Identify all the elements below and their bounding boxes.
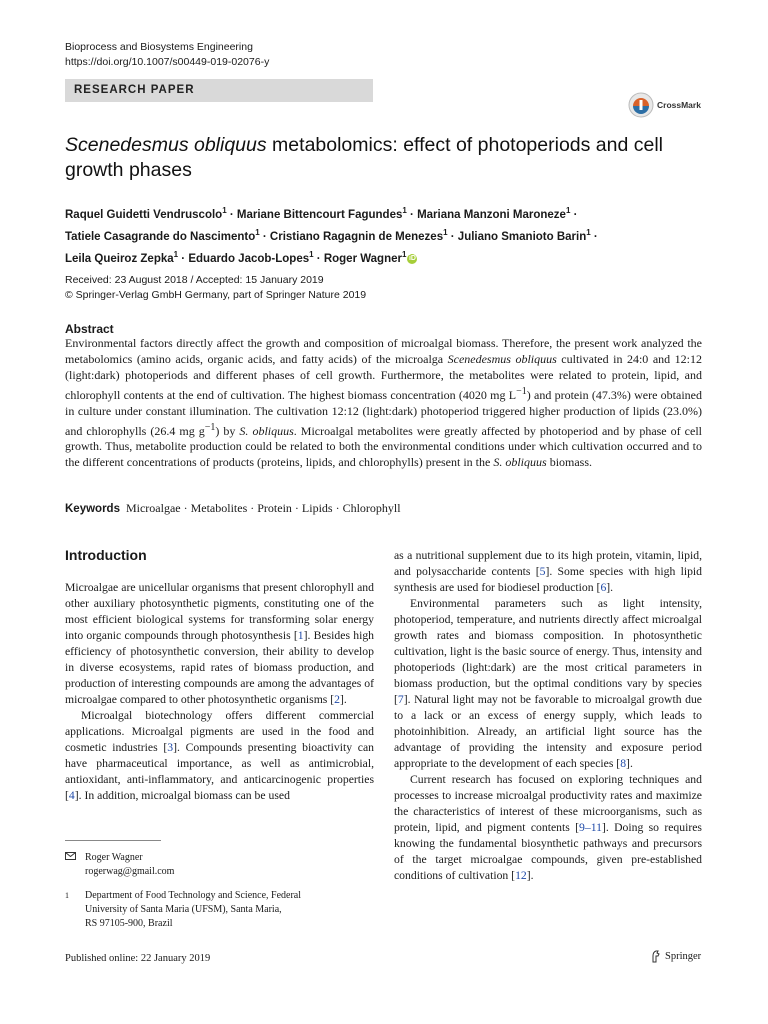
affil-mark: 1 [402, 206, 407, 215]
paragraph: Environmental parameters such as light intensity, photoperiod, temperature, and nutrients directly affect microalgal growth rates and biomass composition. In photosynthetic cultivation, light is the basic source of energy. Thus, intensity and photoperiods (light:dark) are the most critical parameters in biomass production, but the optimal conditions vary by species [7]. Natural light may not be favorable to microalgal growth due to a lack or an excess of energy supply, which leads to photoinhibition. Already, an artificial light source has the advantage of providing the intensity and exposure period appropriate to the development of each species [8]. [394, 597, 702, 770]
article-type-banner: RESEARCH PAPER [65, 79, 373, 102]
springer-horse-icon [650, 950, 661, 963]
citation-link[interactable]: 1 [297, 629, 304, 642]
affil-mark: 1 [222, 206, 227, 215]
affil-mark: 1 [65, 891, 69, 900]
title-rest: metabolomics: effect of photoperiods and cell growth phases [65, 134, 664, 181]
author-name[interactable]: Mariana Manzoni Maroneze [417, 208, 566, 221]
title-species: Scenedesmus obliquus [65, 134, 267, 156]
copyright: © Springer-Verlag GmbH Germany, part of Springer Nature 2019 [65, 289, 367, 301]
author-name[interactable]: Mariane Bittencourt Fagundes [236, 208, 403, 221]
citation-link[interactable]: 12 [515, 869, 527, 882]
author-name[interactable]: Raquel Guidetti Vendruscolo [65, 208, 223, 221]
abstract-heading: Abstract [65, 322, 114, 336]
author-name[interactable]: Cristiano Ragagnin de Menezes [269, 230, 444, 243]
publisher-logo [650, 950, 701, 963]
publisher-name: Springer [665, 951, 702, 962]
journal-header [65, 40, 269, 70]
citation-link[interactable]: 3 [167, 741, 174, 754]
affil-line: University of Santa Maria (UFSM), Santa Maria, [85, 904, 282, 915]
abstract-segment: ) and protein (47.3%) were obtained in culture under constant illumination. The cultivation 12:12 (light:dark) photoperiod triggered higher production of lipids (23.0%) and chlorophylls (26.4 mg g [65, 387, 703, 438]
paragraph: Microalgae are unicellular organisms that present chlorophyll and other auxiliary photosynthetic pigments, constituting one of the most efficient biological systems for transforming solar energy into organic compounds through photosynthesis [1]. Besides high efficiency of photosynthetic conversion, their ability to develop in diverse ecosystems, rapid rates of biomass production, and production of interesting compounds are among the advantages of microalgae compared to other photosynthetic organisms [2]. [65, 581, 375, 706]
keywords [65, 500, 401, 517]
citation-link[interactable]: 2 [334, 693, 341, 706]
author-name[interactable]: Leila Queiroz Zepka [65, 252, 174, 265]
keywords-list: Microalgae · Metabolites · Protein · Lipids · Chlorophyll [125, 501, 401, 515]
author-list: Raquel Guidetti Vendruscolo$^1$ · Mariane Bittencourt Fagundes$^1$ · Mariana Manzoni Maroneze$^1$ · Tatiele Casagrande do Nascimento$^1$ · Cristiano Ragagnin de Menezes$^1$ · Juliano Smanioto Barin$^1$ · Leila Queiroz Zepka$^1$ · Eduardo Jacob-Lopes$^1$ · Roger Wagner$^1$iD [65, 206, 598, 265]
abstract-text [65, 336, 702, 471]
author-name[interactable]: Roger Wagner [323, 252, 402, 265]
journal-name: Bioprocess and Biosystems Engineering [65, 41, 253, 53]
orcid-icon[interactable]: iD [408, 255, 416, 263]
abstract-segment: biomass. [546, 455, 593, 470]
published-date: Published online: 22 January 2019 [65, 953, 211, 964]
author-name[interactable]: Eduardo Jacob-Lopes [188, 252, 310, 265]
section-heading: Introduction [65, 547, 147, 563]
abstract-sup: −1 [516, 385, 527, 397]
abstract-species: S. obliquus [493, 455, 547, 470]
paragraph: as a nutritional supplement due to its high protein, vitamin, lipid, and polysaccharide contents [5]. Some species with high lipid synthesis are used for biodiesel production [6]. [394, 549, 702, 594]
affil-mark: 1 [586, 227, 591, 237]
citation-link[interactable]: 8 [620, 757, 627, 770]
affil-mark: 1 [401, 249, 407, 259]
affil-line: Department of Food Technology and Science, Federal [85, 890, 301, 901]
envelope-icon [65, 851, 85, 879]
abstract-segment: Environmental factors directly affect the growth and composition of microalgal biomass. Therefore, the present work analyzed the metabolomics (amino acids, organic acids, and fatty acids) of the microalga [65, 336, 702, 366]
abstract-segment: . Microalgal metabolites were greatly affected by photoperiod and by phase of cell growth. Thus, metabolite production could be related to both the environmental conditions under which cultivation occurred and to the different concentrations of products (proteins, lipids, and chlorophylls) present in the [65, 423, 702, 470]
citation-link[interactable]: 4 [68, 789, 75, 802]
crossmark-icon [628, 92, 654, 118]
right-column [394, 548, 702, 884]
citation-link[interactable]: 9–11 [579, 821, 602, 834]
footnote-divider [65, 840, 161, 841]
article-dates [65, 273, 366, 303]
citation-link[interactable]: 6 [600, 581, 607, 594]
affil-mark: 1 [309, 249, 314, 259]
abstract-segment: cultivated in 24:0 and 12:12 (light:dark) photoperiods and different phases of cell growth. Furthermore, the metabolites were related to protein, lipid, and chlorophyll contents at the end of cultivation. The highest biomass concentration (4020 mg L [65, 351, 702, 402]
contact-email[interactable]: rogerwag@gmail.com [85, 866, 175, 877]
corresponding-author [65, 851, 174, 879]
crossmark-badge[interactable] [628, 92, 701, 118]
paragraph: Microalgal biotechnology offers different commercial applications. Microalgal pigments are used in the food and cosmetic industries [3]. Compounds presenting bioactivity can have pharmaceutical importance, as well as antimicrobial, antioxidant, anti-inflammatory, and anticarcinogenic properties [4]. In addition, microalgal biomass can be used [65, 709, 375, 802]
doi-link[interactable]: https://doi.org/10.1007/s00449-019-02076-y [65, 56, 270, 68]
affiliation-footnote [65, 889, 301, 931]
abstract-species: S. obliquus [239, 423, 294, 438]
paragraph: Current research has focused on exploring techniques and processes to increase microalgal productivity rates and maximize the characteristics of interest of these microorganisms, such as protein, lipid, and pigment contents [9–11]. Doing so requires knowing the fundamental biosynthetic pathways and precursors of the target microalgae compounds, given pre-established conditions of cultivation [12]. [394, 773, 702, 882]
abstract-sup: −1 [204, 421, 216, 433]
affil-mark: 1 [255, 227, 260, 237]
received-accepted: Received: 23 August 2018 / Accepted: 15 January 2019 [65, 274, 324, 286]
citation-link[interactable]: 5 [539, 565, 546, 578]
citation-link[interactable]: 7 [397, 693, 404, 706]
abstract-segment: ) by [215, 423, 240, 438]
article-title [65, 133, 705, 183]
affil-mark: 1 [173, 249, 179, 259]
affil-mark: 1 [565, 206, 571, 215]
crossmark-label: CrossMark [657, 100, 701, 110]
abstract-species: Scenedesmus obliquus [447, 351, 557, 366]
affil-line: RS 97105-900, Brazil [85, 918, 173, 929]
author-name[interactable]: Tatiele Casagrande do Nascimento [65, 230, 256, 243]
affil-mark: 1 [443, 227, 448, 237]
keywords-label: Keywords [65, 503, 120, 515]
contact-name: Roger Wagner [85, 852, 143, 863]
left-column [65, 580, 374, 804]
author-name[interactable]: Juliano Smanioto Barin [457, 230, 587, 243]
